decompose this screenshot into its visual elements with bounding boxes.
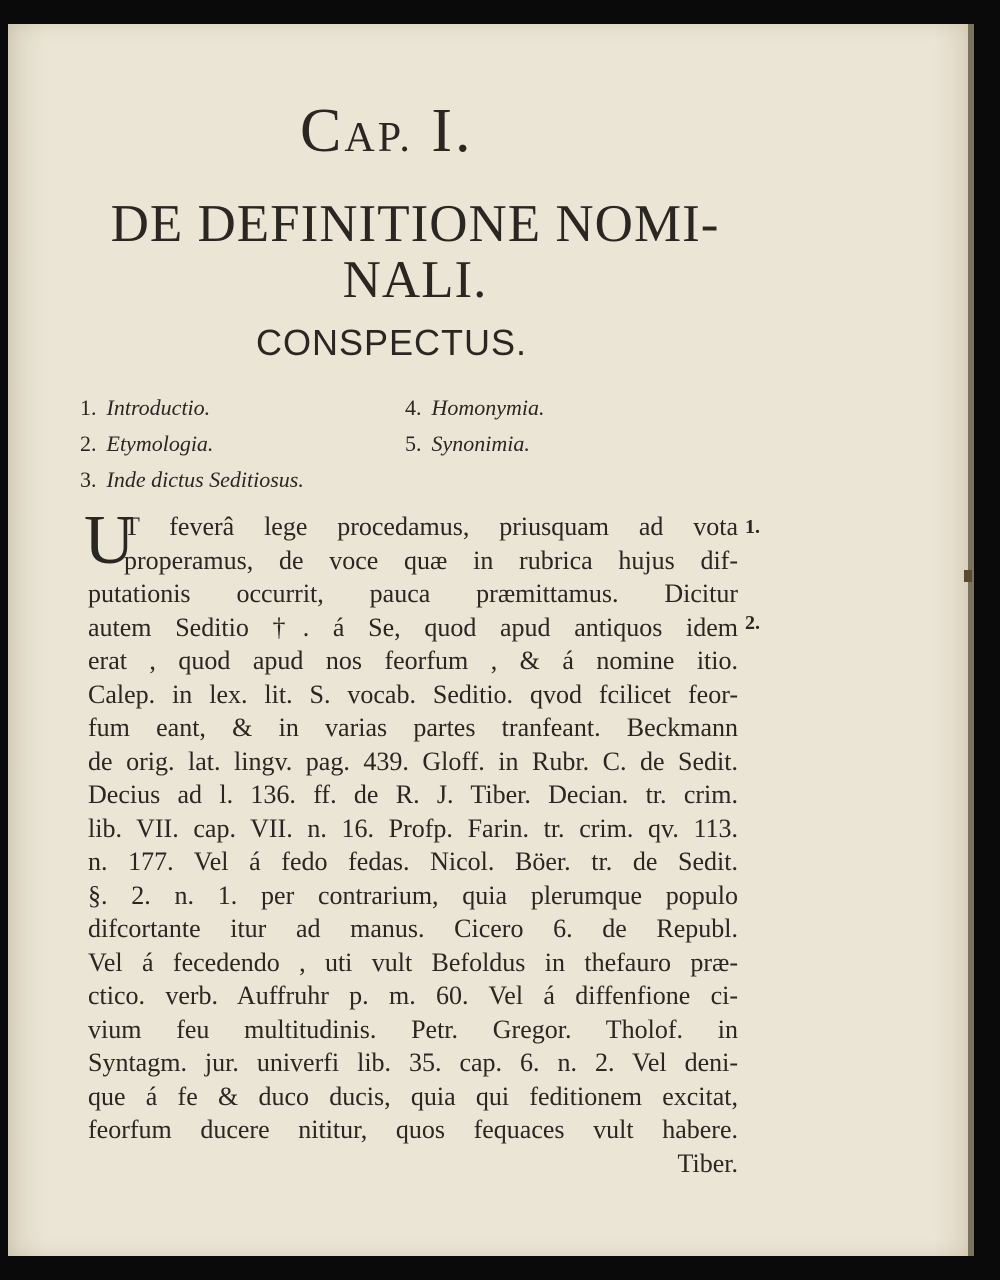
chapter-heading	[300, 97, 474, 165]
toc-item-number: 5.	[405, 431, 422, 456]
title-line-2: NALI.	[342, 251, 488, 309]
toc-right-column	[405, 390, 545, 462]
chapter-prefix-initial: C	[300, 97, 345, 165]
body-line: difcortante itur ad manus. Cicero 6. de Republ.	[88, 914, 738, 943]
toc-item-label: Synonimia.	[431, 431, 530, 456]
conspectus-heading: CONSPECTUS.	[256, 322, 528, 363]
toc-item	[80, 462, 304, 498]
toc-item-label: Etymologia.	[106, 431, 214, 456]
chapter-title	[70, 196, 760, 308]
body-line: feorfum ducere nititur, quos fequaces vult habere.	[88, 1115, 738, 1144]
body-line: que á fe & duco ducis, quia qui feditionem excitat,	[88, 1081, 738, 1111]
body-line: de orig. lat. lingv. pag. 439. Gloff. in Rubr. C. de Sedit.	[88, 746, 738, 776]
toc-item	[405, 426, 545, 462]
toc-item-number: 4.	[405, 395, 422, 420]
chapter-number: I.	[431, 97, 474, 165]
body-line: erat , quod apud nos feorfum , & á nomine itio.	[88, 646, 738, 675]
toc-item-number: 3.	[80, 467, 97, 492]
margin-note-2: 2.	[745, 612, 760, 634]
body-text	[88, 510, 738, 1180]
toc-item-label: Introductio.	[106, 395, 211, 420]
page-edge	[968, 24, 974, 1256]
body-line: lib. VII. cap. VII. n. 16. Profp. Farin. tr. crim. qv. 113.	[88, 813, 738, 843]
body-line: Vel á fecedendo , uti vult Befoldus in thefauro præ-	[88, 947, 738, 977]
margin-note-1: 1.	[745, 516, 760, 538]
body-line: Calep. in lex. lit. S. vocab. Seditio. qvod fcilicet feor-	[88, 679, 738, 709]
toc-item	[80, 426, 304, 462]
body-line: Tiber.	[677, 1148, 738, 1178]
body-line: fum eant, & in varias partes tranfeant. Beckmann	[88, 713, 738, 742]
toc-item	[405, 390, 545, 426]
body-line: vium feu multitudinis. Petr. Gregor. Tholof. in	[88, 1014, 738, 1044]
body-line: §. 2. n. 1. per contrarium, quia plerumque populo	[88, 880, 738, 910]
toc-item-number: 1.	[80, 395, 97, 420]
body-line: Decius ad l. 136. ff. de R. J. Tiber. Decian. tr. crim.	[88, 780, 738, 809]
toc-item-label: Inde dictus Seditiosus.	[106, 467, 304, 492]
title-line-1: DE DEFINITIONE NOMI-	[110, 195, 720, 253]
body-line: ctico. verb. Auffruhr p. m. 60. Vel á diffenfione ci-	[88, 981, 738, 1010]
body-line: properamus, de voce quæ in rubrica hujus dif-	[124, 545, 738, 575]
body-line: Syntagm. jur. univerfi lib. 35. cap. 6. n. 2. Vel deni-	[88, 1048, 738, 1077]
body-line: T feverâ lege procedamus, priusquam ad vota	[124, 512, 738, 541]
chapter-prefix-rest: AP.	[344, 115, 413, 161]
body-line: autem Seditio †. á Se, quod apud antiquos idem	[88, 612, 738, 642]
toc-left-column	[80, 390, 304, 498]
drop-capital: U	[84, 502, 135, 579]
toc-item-number: 2.	[80, 431, 97, 456]
page-mark	[964, 570, 972, 582]
toc-item-label: Homonymia.	[431, 395, 545, 420]
body-line: putationis occurrit, pauca præmittamus. Dicitur	[88, 579, 738, 608]
toc-item	[80, 390, 304, 426]
body-line: n. 177. Vel á fedo fedas. Nicol. Böer. tr. de Sedit.	[88, 847, 738, 876]
